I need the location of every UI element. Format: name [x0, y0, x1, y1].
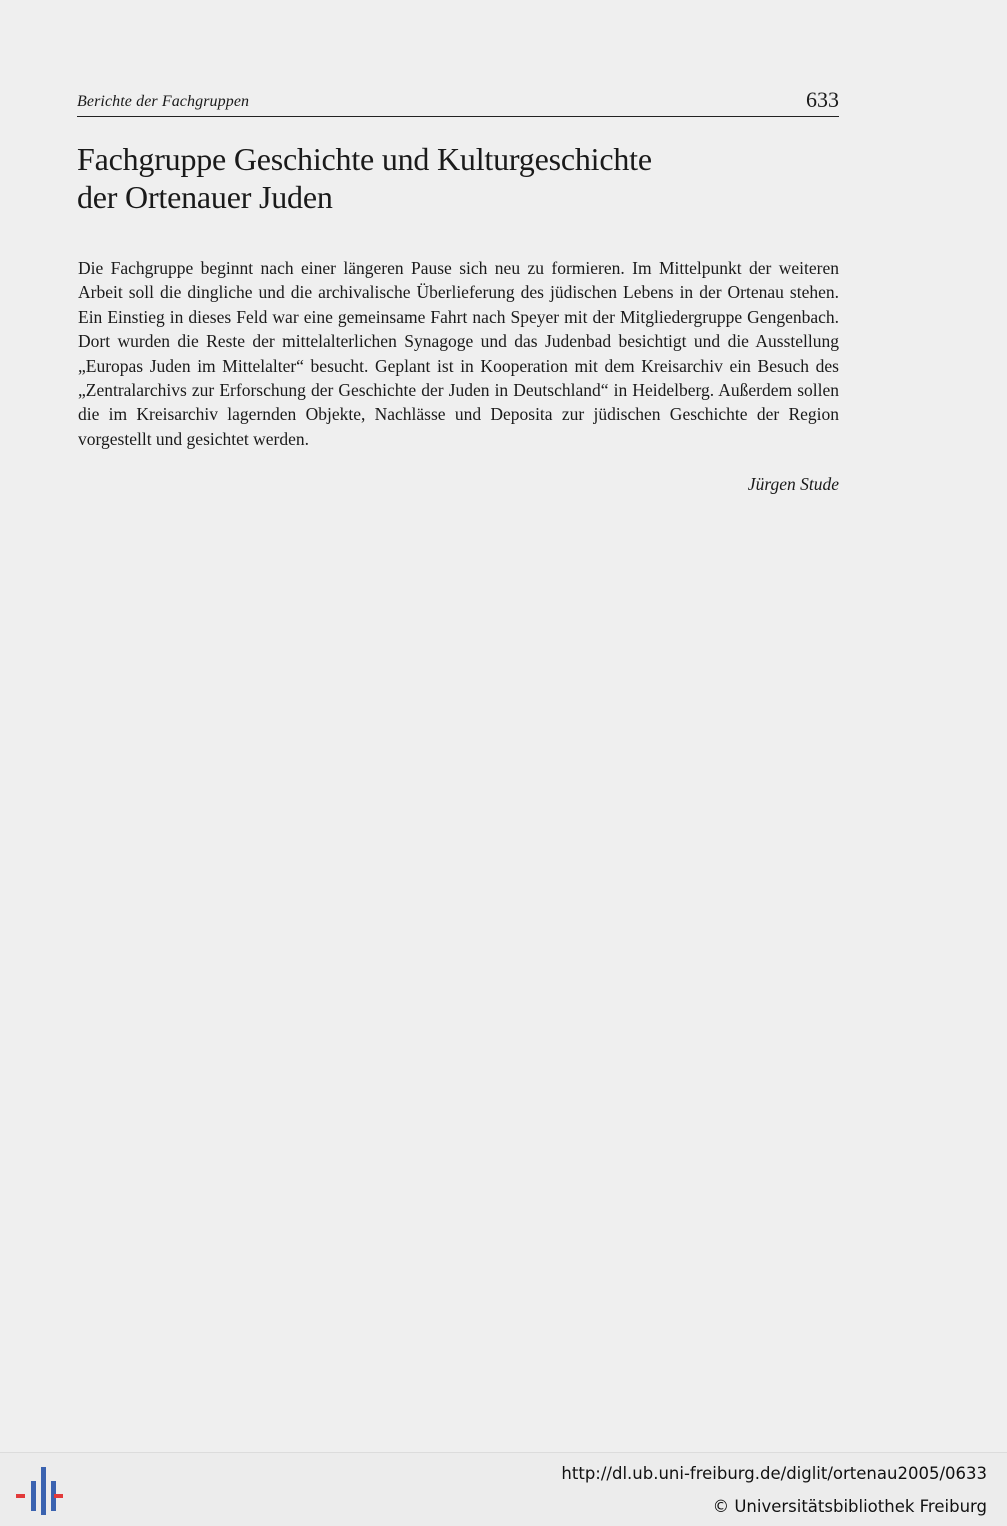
article-body: Die Fachgruppe beginnt nach einer längeren Pause sich neu zu formieren. Im Mittelpunkt der weiteren Arbeit soll die dingliche und die archivalische Überlieferung des jüdischen Lebens in der Ortenau stehen. Ein Einstieg in dieses Feld war eine gemeinsame Fahrt nach Speyer mit der Mitgliedergruppe Gengenbach. Dort wurden die Reste der mittelalterlichen Synagoge und das Judenbad besichtigt und die Ausstellung „Europas Juden im Mittelalter“ besucht. Geplant ist in Kooperation mit dem Kreisarchiv ein Besuch des „Zentralarchivs zur Erforschung der Geschichte der Juden in Deutschland“ in Heidelberg. Außerdem sollen die im Kreisarchiv lagernden Objekte, Nachlässe und Deposita zur jüdischen Geschichte der Region vorgestellt und gesichtet werden.	[78, 258, 839, 449]
document-url-link[interactable]: http://dl.ub.uni-freiburg.de/diglit/ortenau2005/0633	[561, 1464, 987, 1483]
article-title	[77, 140, 839, 216]
copyright-notice: © Universitätsbibliothek Freiburg	[712, 1497, 987, 1516]
page-number: 633	[806, 87, 839, 112]
viewer-footer	[0, 1452, 1007, 1526]
article-title-line-1: Fachgruppe Geschichte und Kulturgeschichte	[77, 141, 652, 177]
running-title: Berichte der Fachgruppen	[77, 93, 250, 110]
article-author: Jürgen Stude	[747, 474, 839, 494]
ub-freiburg-logo-icon	[14, 1465, 64, 1517]
article-title-line-2: der Ortenauer Juden	[77, 179, 333, 215]
running-header	[77, 86, 839, 117]
